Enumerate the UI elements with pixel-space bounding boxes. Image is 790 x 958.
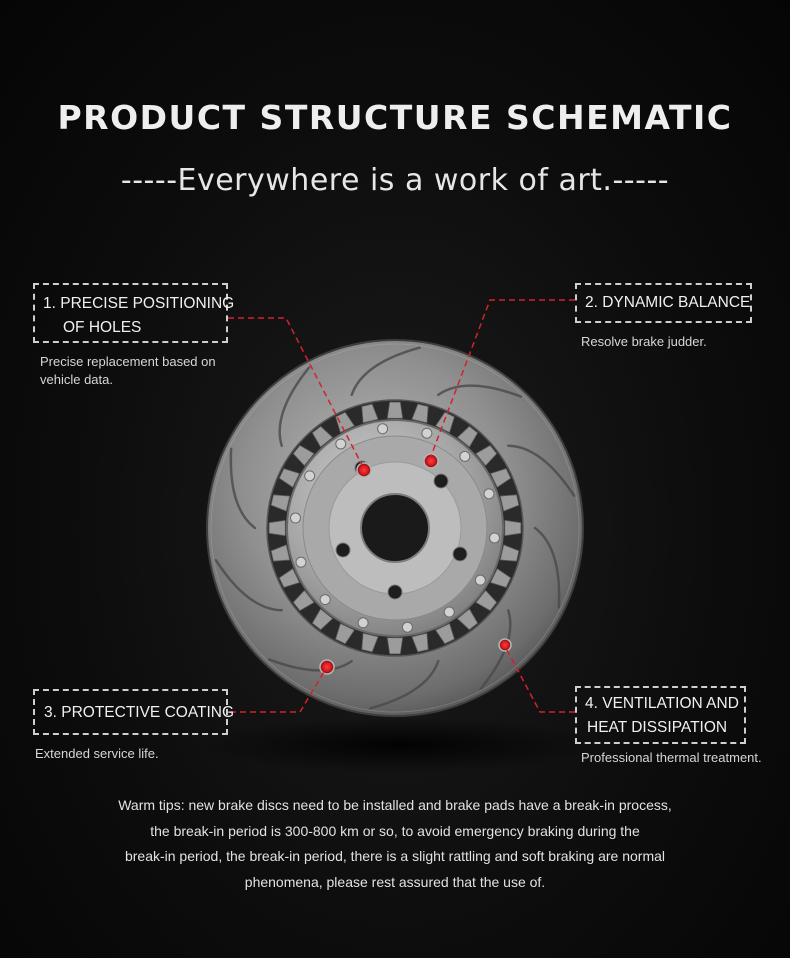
- vent-tooth: [269, 520, 285, 535]
- callout-3-description: Extended service life.: [35, 746, 159, 761]
- rim-bolt: [358, 618, 368, 628]
- rim-bolt: [402, 622, 412, 632]
- rim-bolt: [444, 607, 454, 617]
- vent-tooth: [387, 402, 402, 418]
- callout-3-line-1: 3. PROTECTIVE COATING: [44, 704, 235, 721]
- callout-1-line-2: OF HOLES: [63, 319, 142, 336]
- tips-line-4: phenomena, please rest assured that the use of.: [244, 873, 546, 890]
- disc-shadow: [200, 717, 600, 773]
- rim-bolt: [320, 595, 330, 605]
- callout-precise-positioning: [33, 283, 235, 343]
- callout-protective-coating: [33, 689, 235, 735]
- rim-bolt: [305, 471, 315, 481]
- rim-bolt: [378, 424, 388, 434]
- rim-bolt: [460, 451, 470, 461]
- callout-2-line-1: 2. DYNAMIC BALANCE: [585, 294, 751, 311]
- callout-4-description: Professional thermal treatment.: [581, 750, 762, 765]
- callout-1-line-1: 1. PRECISE POSITIONING: [43, 295, 235, 312]
- tips-line-3: break-in period, the break-in period, there is a slight rattling and soft braking are normal: [124, 848, 666, 864]
- callout-dynamic-balance: [575, 283, 752, 323]
- rim-bolt: [484, 489, 494, 499]
- rim-bolt: [290, 513, 300, 523]
- rim-bolt: [490, 533, 500, 543]
- callout-4-line-2: HEAT DISSIPATION: [587, 719, 728, 736]
- indicator-dot-4: [499, 639, 511, 651]
- vent-tooth: [505, 520, 521, 535]
- indicator-dot-3: [320, 660, 334, 674]
- indicator-dot-2: [424, 454, 438, 468]
- callout-1-description: Precise replacement based on vehicle data.: [40, 354, 216, 387]
- tips-line-2: the break-in period is 300-800 km or so, to avoid emergency braking during the: [150, 822, 640, 839]
- vent-tooth: [387, 638, 402, 654]
- rim-bolt: [336, 439, 346, 449]
- indicator-dot-1: [357, 463, 371, 477]
- warm-tips: [70, 793, 720, 895]
- callout-2-description: Resolve brake judder.: [581, 334, 707, 349]
- hub: [287, 420, 503, 636]
- rim-bolt: [475, 575, 485, 585]
- rim-bolt: [296, 557, 306, 567]
- page-subtitle: -----Everywhere is a work of art.-----: [120, 163, 670, 198]
- callout-ventilation: [575, 686, 746, 744]
- page-title: PRODUCT STRUCTURE SCHEMATIC: [57, 98, 733, 137]
- callout-4-line-1: 4. VENTILATION AND: [585, 695, 739, 712]
- tips-line-1: Warm tips: new brake discs need to be installed and brake pads have a break-in process,: [118, 797, 672, 813]
- rim-bolt: [422, 428, 432, 438]
